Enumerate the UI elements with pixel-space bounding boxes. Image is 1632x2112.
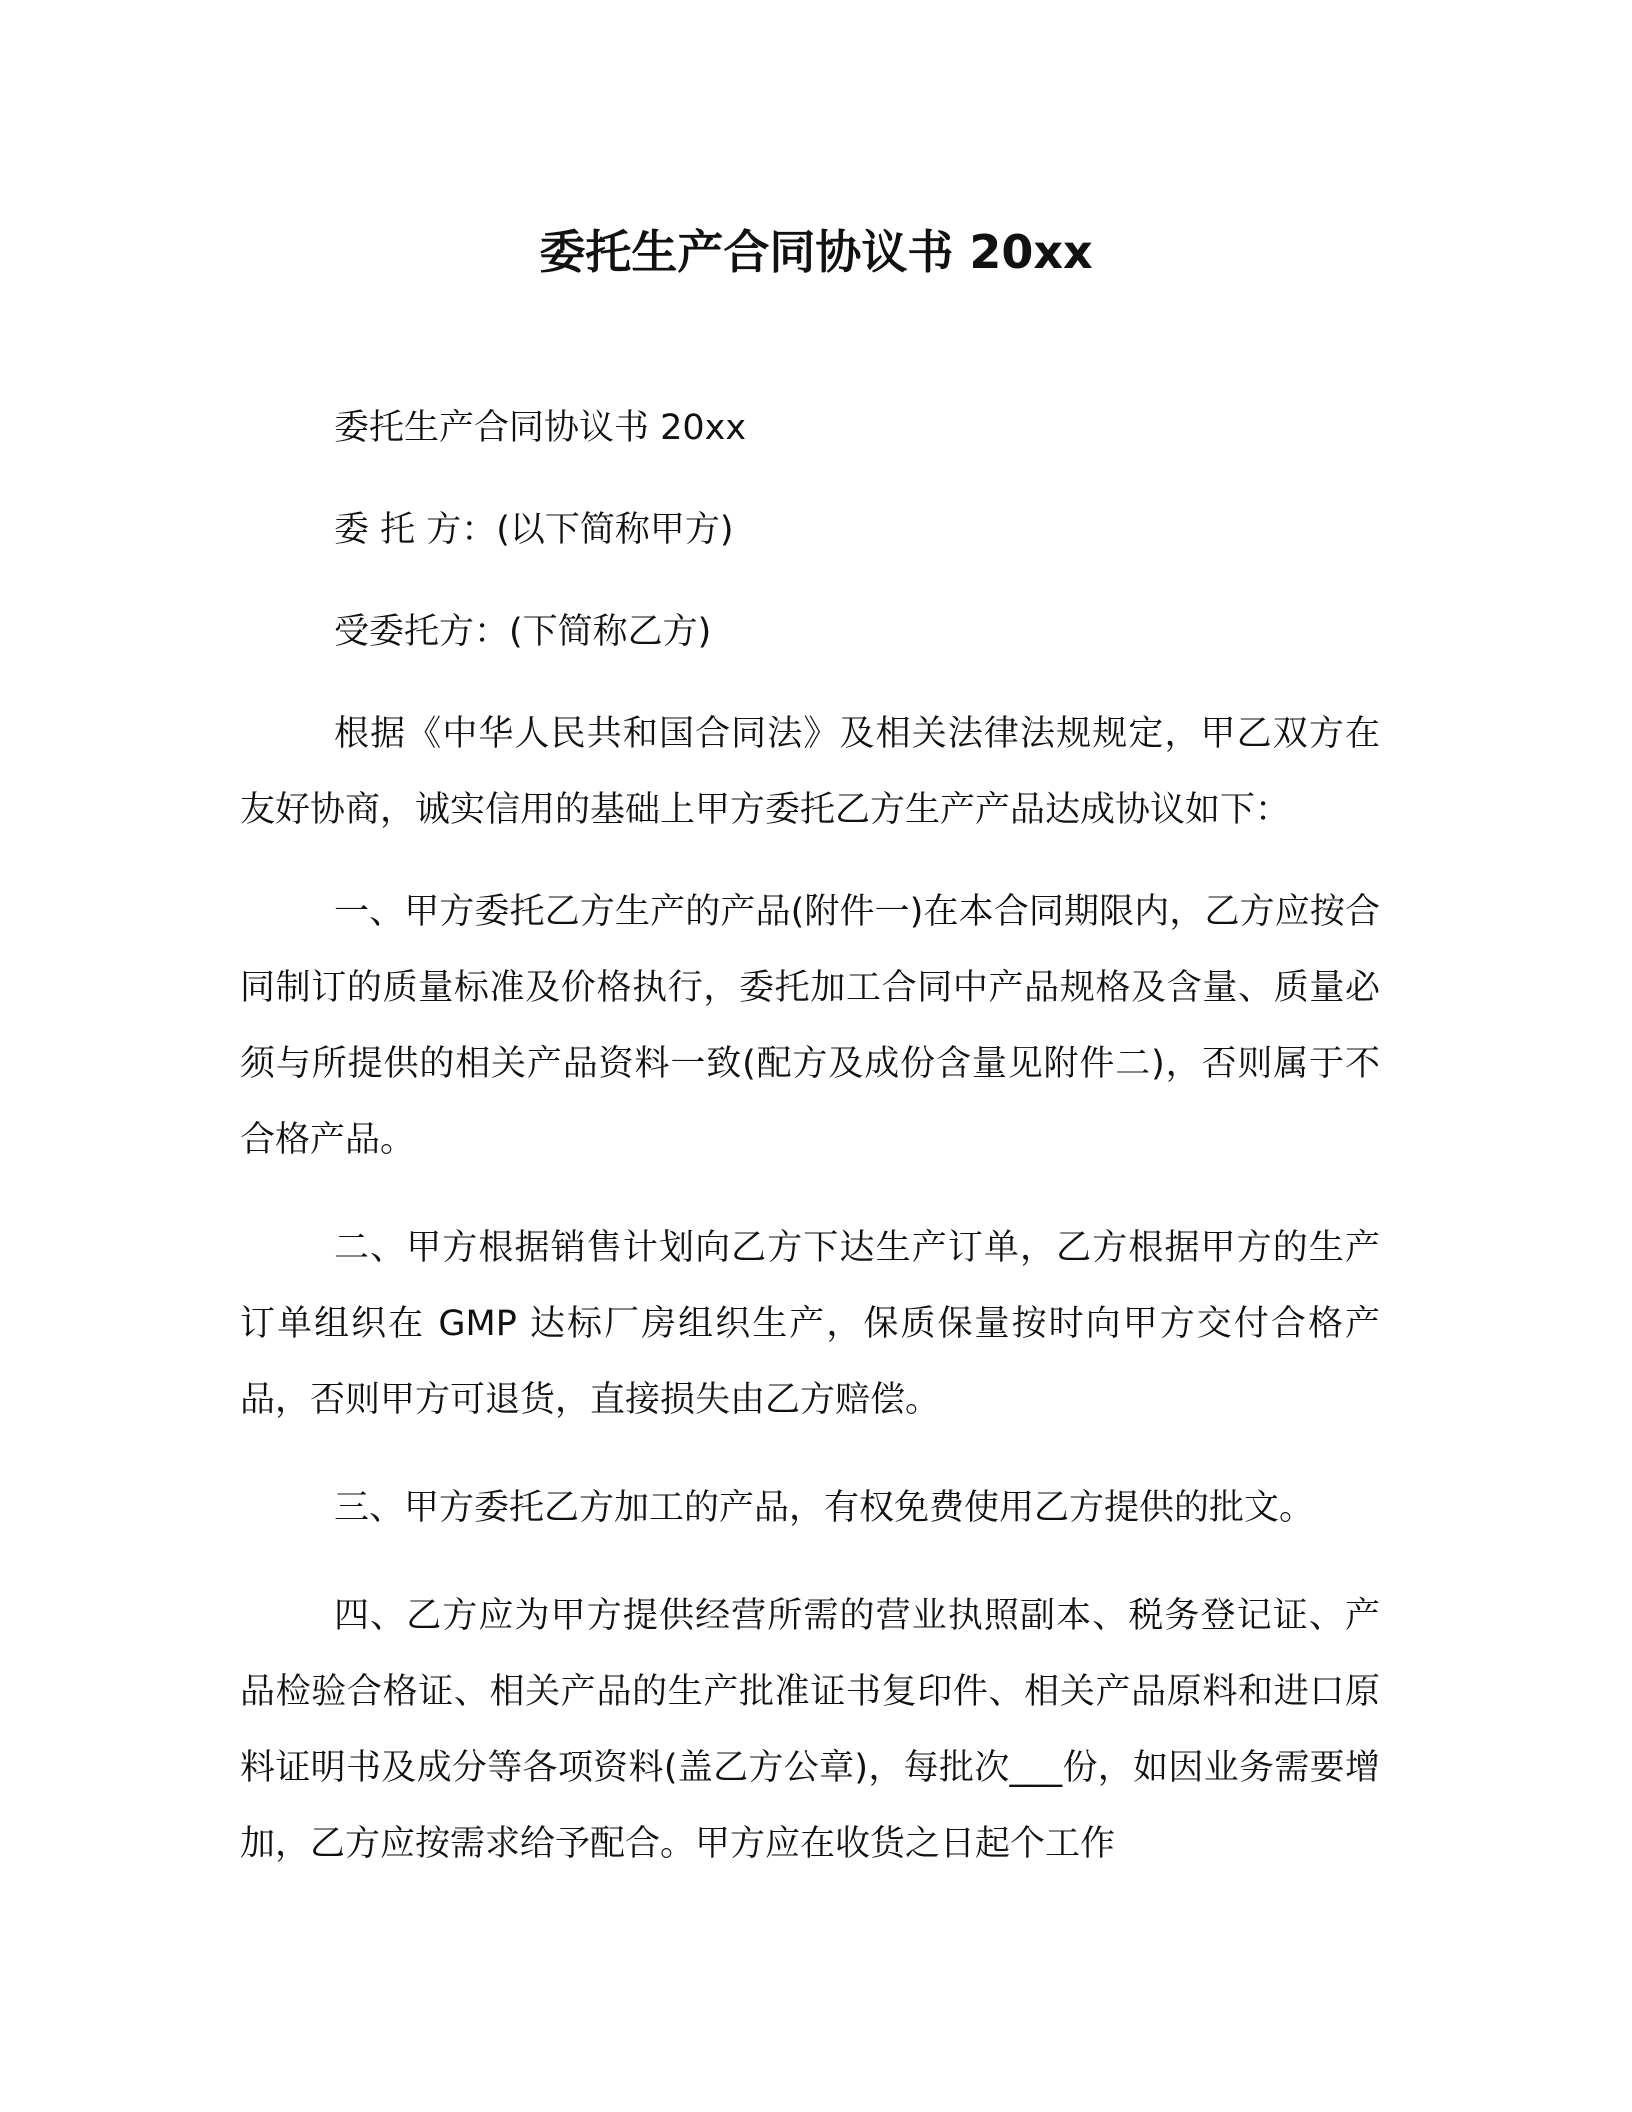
paragraph-clause-1: 一、甲方委托乙方生产的产品(附件一)在本合同期限内，乙方应按合同制订的质量标准及价格执行，委托加工合同中产品规格及含量、质量必须与所提供的相关产品资料一致(配方及成份含量见附件二)，否则属于不合格产品。 xyxy=(240,892,1380,1160)
document-body xyxy=(240,390,1380,1882)
paragraph-clause-3: 三、甲方委托乙方加工的产品，有权免费使用乙方提供的批文。 xyxy=(334,1488,1315,1528)
paragraph-heading: 委托生产合同协议书 20xx xyxy=(334,408,747,448)
paragraph-party-a: 委 托 方：(以下简称甲方) xyxy=(334,510,734,550)
paragraph-clause-2: 二、甲方根据销售计划向乙方下达生产订单，乙方根据甲方的生产订单组织在 GMP 达标厂房组织生产，保质保量按时向甲方交付合格产品，否则甲方可退货，直接损失由乙方赔偿。 xyxy=(240,1228,1380,1420)
paragraph-party-b: 受委托方：(下简称乙方) xyxy=(334,612,712,652)
paragraph-clause-4: 四、乙方应为甲方提供经营所需的营业执照副本、税务登记证、产品检验合格证、相关产品的生产批准证书复印件、相关产品原料和进口原料证明书及成分等各项资料(盖乙方公章)，每批次___份，如因业务需要增加，乙方应按需求给予配合。甲方应在收货之日起个工作 xyxy=(240,1596,1380,1864)
document-title: 委托生产合同协议书 20xx xyxy=(539,225,1093,279)
paragraph-preamble: 根据《中华人民共和国合同法》及相关法律法规规定，甲乙双方在友好协商，诚实信用的基础上甲方委托乙方生产产品达成协议如下： xyxy=(240,714,1380,830)
